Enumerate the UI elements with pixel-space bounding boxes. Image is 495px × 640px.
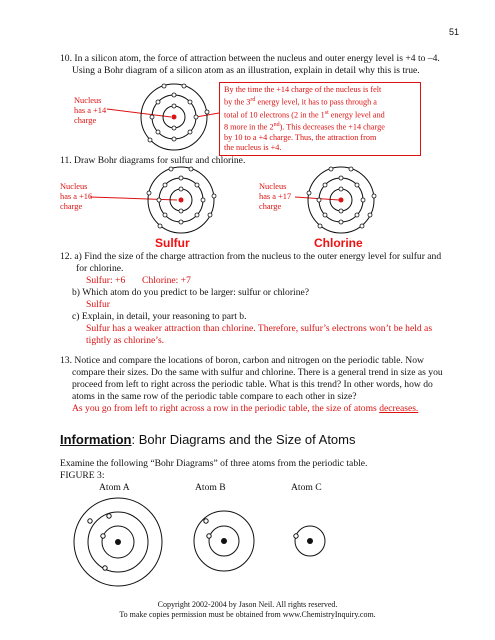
silicon-electrons — [148, 84, 209, 142]
atom-a-label: Atom A — [99, 482, 130, 493]
label-line: has a +17 — [259, 192, 292, 201]
q12c-answer-line-1: Sulfur has a weaker attraction than chlorine. Therefore, sulfur’s electrons won’t be held as — [86, 323, 433, 334]
answer-line: By the time the +14 charge of the nucleus is felt — [224, 85, 382, 94]
chlorine-electrons — [307, 167, 376, 228]
label-line: Nucleus — [60, 182, 88, 191]
answer-line: the nucleus is +4. — [224, 143, 282, 153]
q13-line-3: proceed from left to right across the periodic table. What is this trend? In other words, how do — [72, 379, 433, 390]
q12a-answer: Sulfur: +6 Chlorine: +7 — [86, 275, 191, 286]
label-line: charge — [60, 202, 83, 211]
footer-permission: To make copies permission must be obtained from www.ChemistryInquiry.com. — [119, 610, 376, 619]
q12a-line-1: 12. a) Find the size of the charge attraction from the nucleus to the outer energy level for sulfur and — [60, 251, 442, 262]
q13-line-2: compare their sizes. Do the same with sulfur and chlorine. There is a general trend in size as you — [72, 367, 443, 378]
atom-b-diagram — [194, 511, 254, 571]
question-10-line-2: Using a Bohr diagram of a silicon atom as an illustration, explain in detail why this is true. — [72, 65, 420, 76]
q13-answer-underlined: decreases. — [379, 403, 419, 414]
silicon-pointer-line — [107, 109, 171, 117]
atom-c-nucleus — [307, 538, 313, 544]
information-heading-bold: Information — [60, 432, 132, 447]
instruction-line: Examine the following “Bohr Diagrams” of three atoms from the periodic table. — [60, 458, 368, 469]
atom-c-electrons — [294, 534, 298, 538]
question-10-line-1: 10. In a silicon atom, the force of attraction between the nucleus and outer energy level is +4 to –4. — [60, 53, 440, 64]
label-line: Nucleus — [74, 96, 102, 105]
information-heading-rest: : Bohr Diagrams and the Size of Atoms — [131, 432, 356, 447]
silicon-bohr-diagram — [107, 84, 219, 150]
label-line: charge — [74, 116, 97, 125]
chlorine-title: Chlorine — [314, 236, 363, 250]
answer-line: 8 more in the 2nd). This decreases the +14 charge — [224, 122, 385, 133]
answer-line: by 10 to a +4 charge. Thus, the attraction from — [224, 133, 377, 143]
atom-b-nucleus — [221, 538, 227, 544]
q12a-line-2: for chlorine. — [76, 263, 124, 274]
answer-line: total of 10 electrons (2 in the 1st energy level and — [224, 109, 385, 120]
sulfur-bohr-diagram — [90, 167, 216, 233]
q12b-question: b) Which atom do you predict to be larger: sulfur or chlorine? — [72, 287, 310, 298]
sulfur-electrons — [147, 167, 216, 228]
sulfur-title: Sulfur — [155, 236, 190, 250]
footer-copyright: Copyright 2002-2004 by Jason Neil. All rights reserved. — [157, 600, 338, 609]
q13-line-1: 13. Notice and compare the locations of boron, carbon and nitrogen on the periodic table. Now — [60, 355, 424, 366]
q12b-answer: Sulfur — [86, 299, 110, 310]
label-line: charge — [259, 202, 282, 211]
atom-b-label: Atom B — [195, 482, 226, 493]
answer-line: by the 3rd energy level, it has to pass through a — [224, 97, 377, 107]
q13-answer-text: As you go from left to right across a row in the periodic table, the size of atoms — [72, 403, 380, 414]
q12c-question: c) Explain, in detail, your reasoning to part b. — [72, 311, 247, 322]
question-11: 11. Draw Bohr diagrams for sulfur and chlorine. — [60, 155, 246, 166]
atom-a-nucleus — [115, 539, 121, 545]
silicon-nucleus — [172, 115, 177, 120]
q13-line-4: atoms in the same row of the periodic table compare to each other in size? — [72, 391, 357, 402]
figure-label: FIGURE 3: — [60, 470, 105, 481]
label-line: Nucleus — [259, 182, 287, 191]
atom-a-diagram — [74, 498, 162, 586]
atom-c-diagram — [294, 526, 325, 556]
atom-a-electrons — [88, 514, 111, 570]
label-line: has a +14 — [74, 106, 107, 115]
sulfur-pointer-line — [90, 197, 177, 200]
chlorine-nucleus — [339, 198, 344, 203]
footer — [0, 600, 495, 620]
sulfur-nucleus — [179, 198, 184, 203]
page-number: 51 — [448, 27, 459, 37]
label-line: has a +16 — [60, 192, 93, 201]
chlorine-bohr-diagram — [295, 167, 376, 233]
atom-b-electrons — [204, 519, 211, 538]
q12c-answer-line-2: tightly as chlorine’s. — [86, 335, 165, 346]
atom-c-label: Atom C — [291, 482, 322, 493]
